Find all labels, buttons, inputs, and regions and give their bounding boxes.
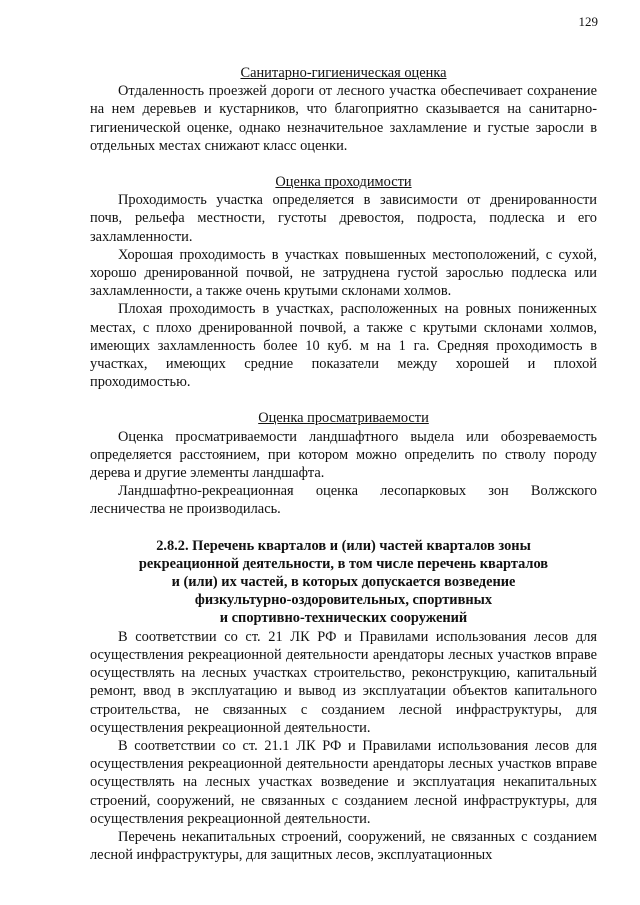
section-title-visibility: Оценка просматриваемости — [258, 410, 429, 427]
heading-line: рекреационной деятельности, в том числе перечень кварталов — [138, 555, 549, 572]
paragraph: Перечень некапитальных строений, сооружений, не связанных с созданием лесной инфраструктуры, для защитных лесов, эксплуатационных — [90, 828, 597, 864]
paragraph: Проходимость участка определяется в зависимости от дренированности почв, рельефа местности, густоты древостоя, подроста, подлеска и его захламленности. — [90, 192, 597, 245]
paragraph: Отдаленность проезжей дороги от лесного участка обеспечивает сохранение на нем деревьев и кустарников, что благоприятно сказывается на санитарно-гигиенической оценке, однако незначительное захламление и густые заросли в отдельных местах снижают класс оценки. — [90, 83, 597, 154]
page-number: 129 — [578, 14, 598, 29]
section-title-sanitary: Санитарно-гигиеническая оценка — [240, 65, 447, 81]
paragraph: Ландшафтно-рекреационная оценка лесопарковых зон Волжского лесничества не производилась. — [90, 483, 597, 518]
paragraph: В соответствии со ст. 21 ЛК РФ и Правилами использования лесов для осуществления рекреационной деятельности арендаторы лесных участков вправе осуществлять на лесных участках строительство, реконструкцию, капитальный ремонт, ввод в эксплуатацию и вывод из эксплуатации объектов капитального строительства, не связанных с созданием лесной инфраструктуры, для осуществления рекреационной деятельности. — [90, 628, 597, 736]
section-title-recreation-list — [90, 537, 597, 628]
heading-line: 2.8.2. Перечень кварталов и (или) частей кварталов зоны — [156, 537, 531, 554]
paragraph: Оценка просматриваемости ландшафтного выдела или обозреваемость определяется расстоянием, при котором можно определить по стволу породу дерева и другие элементы ландшафта. — [90, 428, 597, 482]
paragraph: Плохая проходимость в участках, расположенных на ровных пониженных местах, с плохо дренированной почвой, а также с крутыми склонами холмов, имеющих захламленность более 10 куб. м на 1 га. Средняя проходимость в участках, имеющих средние показатели между хорошей и плохой проходимостью. — [90, 301, 597, 391]
heading-line: физкультурно-оздоровительных, спортивных — [194, 592, 493, 609]
paragraph: В соответствии со ст. 21.1 ЛК РФ и Правилами использования лесов для осуществления рекреационной деятельности арендаторы лесных участков вправе осуществлять на лесных участках возведение и эксплуатация некапитальных строений, сооружений, не связанных с созданием лесной инфраструктуры, для осуществления рекреационной деятельности. — [90, 737, 597, 827]
heading-line: и (или) их частей, в которых допускается возведение — [171, 574, 516, 591]
document-body — [90, 64, 597, 864]
heading-line: и спортивно-технических сооружений — [219, 610, 468, 627]
paragraph: Хорошая проходимость в участках повышенных местоположений, с сухой, хорошо дренированной почвой, не затруднена густой зарослью подлеска или захламленности, а также очень крутыми склонами холмов. — [90, 246, 597, 300]
section-title-passability: Оценка проходимости — [275, 174, 412, 191]
